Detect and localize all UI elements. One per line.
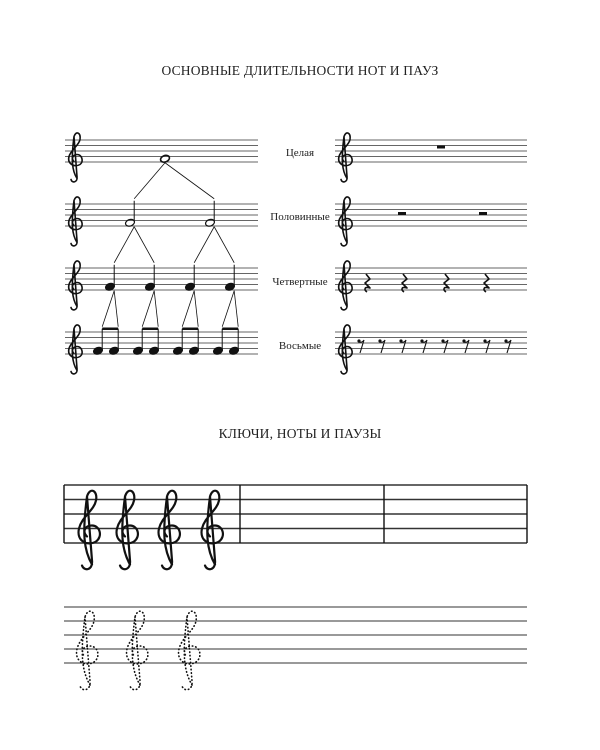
quarter-rest-icon <box>402 274 407 292</box>
half-rest-icon <box>479 212 487 215</box>
division-line <box>234 291 238 327</box>
label-half: Половинные <box>270 211 330 223</box>
division-line <box>182 291 194 327</box>
eighth-rest-icon <box>380 340 385 353</box>
eighth-rest-icon <box>422 340 427 353</box>
eighth-rest-icon <box>443 340 448 353</box>
division-line <box>102 291 114 327</box>
eighth-rest-icon <box>401 340 406 353</box>
quarter-rest-icon <box>365 274 370 292</box>
division-line <box>154 291 158 327</box>
division-line <box>114 291 118 327</box>
division-line <box>134 227 154 263</box>
division-line <box>194 291 198 327</box>
quarter-rest-icon <box>484 274 489 292</box>
treble-clef-icon <box>79 491 100 570</box>
eighth-rest-icon <box>464 340 469 353</box>
division-line <box>165 163 214 199</box>
treble-clef-icon <box>127 611 148 690</box>
division-line <box>222 291 234 327</box>
treble-clef-icon <box>202 491 223 570</box>
division-line <box>114 227 134 263</box>
division-line <box>142 291 154 327</box>
treble-clef-icon <box>159 491 180 570</box>
treble-clef-icon <box>117 491 138 570</box>
eighth-rest-icon <box>485 340 490 353</box>
label-eighth: Восьмые <box>278 340 322 352</box>
label-quarter: Четвертные <box>272 276 328 288</box>
division-line <box>134 163 165 199</box>
label-whole: Целая <box>285 147 315 159</box>
section-title: КЛЮЧИ, НОТЫ И ПАУЗЫ <box>218 426 382 441</box>
half-rest-icon <box>398 212 406 215</box>
treble-clef-icon <box>179 611 200 690</box>
treble-clef-icon <box>77 611 98 690</box>
quarter-rest-icon <box>444 274 449 292</box>
whole-rest-icon <box>437 146 445 149</box>
division-line <box>214 227 234 263</box>
eighth-rest-icon <box>506 340 511 353</box>
page-title: ОСНОВНЫЕ ДЛИТЕЛЬНОСТИ НОТ И ПАУЗ <box>161 63 439 78</box>
division-line <box>194 227 214 263</box>
eighth-rest-icon <box>359 340 364 353</box>
